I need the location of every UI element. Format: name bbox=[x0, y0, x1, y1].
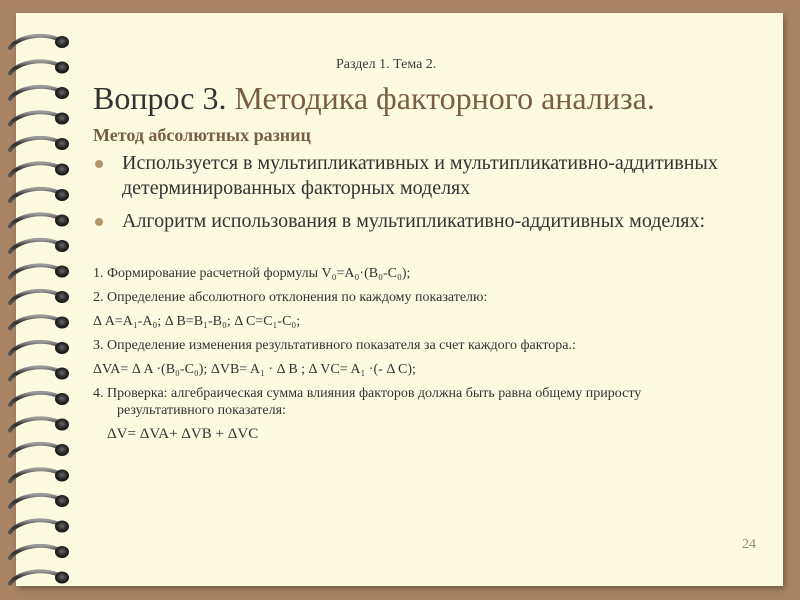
binding-hole bbox=[55, 189, 69, 201]
bullet-dot-icon bbox=[95, 218, 103, 226]
binding-ring bbox=[10, 36, 60, 48]
spiral-binding-icon bbox=[0, 0, 80, 600]
step-1: 1. Формирование расчетной формулы V₀=A₀·(B₀-C₀); bbox=[93, 266, 411, 281]
binding-ring bbox=[10, 291, 60, 303]
binding-ring bbox=[10, 163, 60, 175]
binding-hole bbox=[55, 87, 69, 99]
step-4 bbox=[93, 385, 773, 419]
binding-ring bbox=[10, 112, 60, 124]
binding-hole bbox=[55, 138, 69, 150]
bullet-text: Алгоритм использования в мультипликативно-аддитивных моделях: bbox=[122, 210, 706, 232]
algorithm-steps bbox=[93, 265, 773, 450]
binding-hole bbox=[55, 215, 69, 227]
binding-hole bbox=[55, 444, 69, 456]
slide-title bbox=[93, 80, 655, 117]
bullet-list bbox=[93, 151, 733, 242]
binding-ring bbox=[10, 469, 60, 481]
binding-ring bbox=[10, 87, 60, 99]
binding-ring bbox=[10, 240, 60, 252]
binding-hole bbox=[55, 419, 69, 431]
step-4-line1: 4. Проверка: алгебраическая сумма влияния факторов должна быть равна общему приросту bbox=[93, 386, 642, 401]
section-label: Раздел 1. Тема 2. bbox=[336, 57, 437, 72]
binding-hole bbox=[55, 62, 69, 74]
step-3: 3. Определение изменения результативного показателя за счет каждого фактора.: bbox=[93, 338, 576, 353]
bullet-dot-icon bbox=[95, 160, 103, 168]
binding-hole bbox=[55, 317, 69, 329]
step-deltas: Δ A=A₁-A₀; Δ B=B₁-B₀; Δ C=C₁-C₀; bbox=[93, 314, 301, 329]
binding-ring bbox=[10, 189, 60, 201]
step-2: 2. Определение абсолютного отклонения по каждому показателю: bbox=[93, 290, 488, 305]
binding-hole bbox=[55, 266, 69, 278]
binding-ring bbox=[10, 138, 60, 150]
binding-ring bbox=[10, 495, 60, 507]
binding-hole bbox=[55, 240, 69, 252]
bullet-item bbox=[93, 209, 733, 234]
bullet-item bbox=[93, 151, 733, 201]
binding-ring bbox=[10, 367, 60, 379]
binding-hole bbox=[55, 470, 69, 482]
title-main: Методика факторного анализа. bbox=[234, 80, 655, 116]
total-formula: ΔV= ΔVA+ ΔVB + ΔVC bbox=[107, 426, 259, 442]
binding-ring bbox=[10, 316, 60, 328]
binding-ring bbox=[10, 418, 60, 430]
binding-hole bbox=[55, 495, 69, 507]
binding-hole bbox=[55, 572, 69, 584]
binding-hole bbox=[55, 36, 69, 48]
binding-hole bbox=[55, 521, 69, 533]
binding-hole bbox=[55, 291, 69, 303]
binding-ring bbox=[10, 393, 60, 405]
binding-hole bbox=[55, 342, 69, 354]
binding-ring bbox=[10, 520, 60, 532]
binding-hole bbox=[55, 368, 69, 380]
title-prefix: Вопрос 3. bbox=[93, 80, 235, 116]
binding-ring bbox=[10, 571, 60, 583]
binding-ring bbox=[10, 342, 60, 354]
binding-ring bbox=[10, 61, 60, 73]
step-4-line2: результативного показателя: bbox=[117, 403, 286, 418]
page-number: 24 bbox=[742, 537, 756, 552]
step-influences: ΔVA= Δ A ·(B₀-C₀); ΔVB= A₁ · Δ B ; Δ VC= A₁ ·(- Δ C); bbox=[93, 362, 416, 377]
binding-ring bbox=[10, 265, 60, 277]
slide-subtitle: Метод абсолютных разниц bbox=[93, 125, 311, 145]
binding-hole bbox=[55, 546, 69, 558]
binding-ring bbox=[10, 546, 60, 558]
binding-hole bbox=[55, 393, 69, 405]
binding-hole bbox=[55, 113, 69, 125]
binding-ring bbox=[10, 444, 60, 456]
binding-hole bbox=[55, 164, 69, 176]
bullet-text: Используется в мультипликативных и мультипликативно-аддитивных детерминированных факторных моделях bbox=[122, 152, 718, 199]
binding-ring bbox=[10, 214, 60, 226]
